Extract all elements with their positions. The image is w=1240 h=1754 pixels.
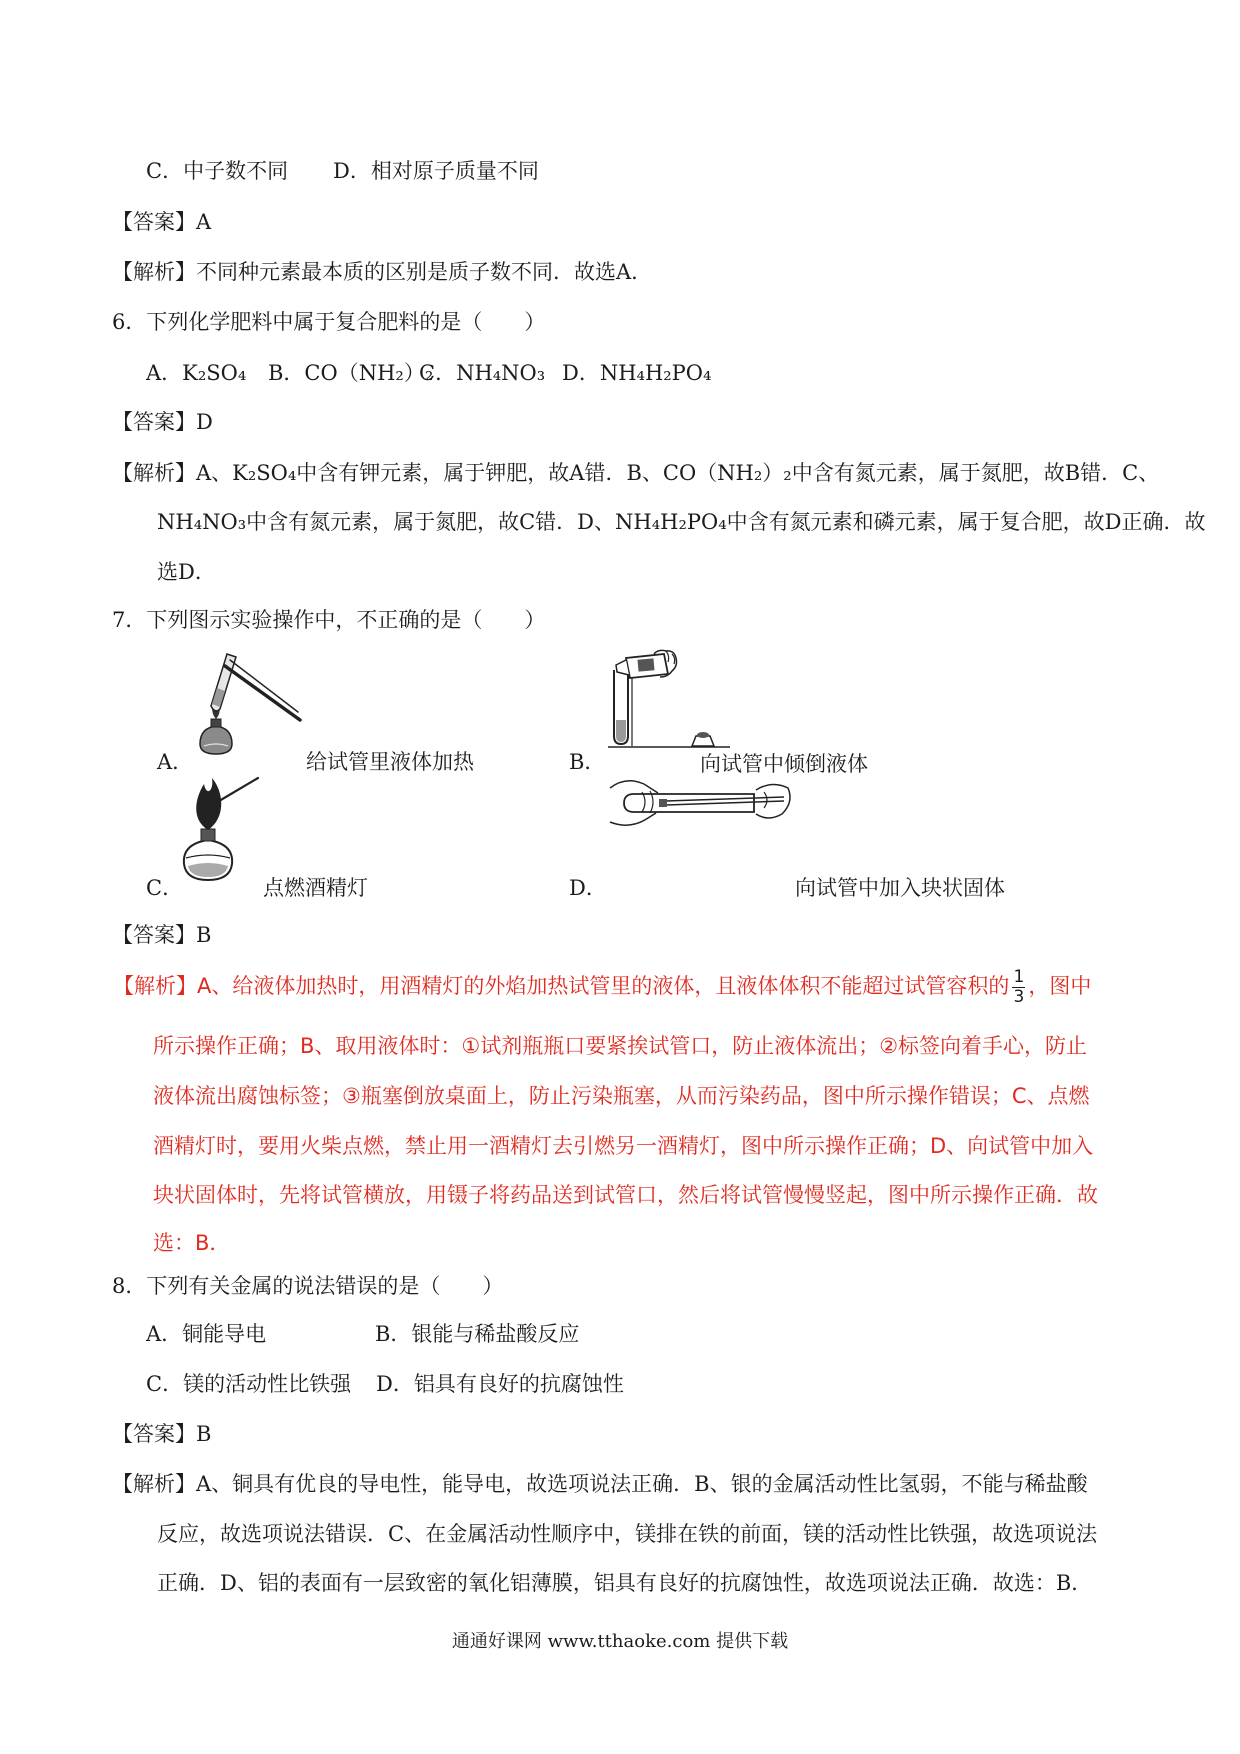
q7-analysis-line: 酒精灯时，要用火柴点燃，禁止用一酒精灯去引燃另一酒精灯，图中所示操作正确；D、向试管中加入 xyxy=(153,1134,1094,1158)
q6-analysis-line: 【解析】A、K₂SO₄中含有钾元素，属于钾肥，故A错．B、CO（NH₂）₂中含有氮元素，属于氮肥，故B错．C、 xyxy=(112,461,1160,485)
q6-analysis-line: NH₄NO₃中含有氮元素，属于氮肥，故C错．D、NH₄H₂PO₄中含有氮元素和磷元素，属于复合肥，故D正确．故 xyxy=(157,510,1206,534)
q8-option-a: A．铜能导电 xyxy=(146,1322,267,1346)
solid-block xyxy=(659,799,667,807)
q8-analysis-line: 【解析】A、铜具有优良的导电性，能导电，故选项说法正确．B、银的金属活动性比氢弱，不能与稀盐酸 xyxy=(112,1472,1088,1496)
q5-option-c: C．中子数不同 xyxy=(146,159,289,183)
q7-analysis-line: 块状固体时，先将试管横放，用镊子将药品送到试管口，然后将试管慢慢竖起，图中所示操作正确．故 xyxy=(153,1183,1098,1207)
test-tube-holder xyxy=(225,660,300,720)
q8-stem: 8．下列有关金属的说法错误的是（ ） xyxy=(112,1274,504,1298)
q6-option-b: B．CO（NH₂）₂ xyxy=(268,361,434,385)
q6-option-d: D．NH₄H₂PO₄ xyxy=(562,361,712,385)
q7-option-c-caption: 点燃酒精灯 xyxy=(263,876,368,900)
flame xyxy=(196,778,221,830)
q8-option-d: D．铝具有良好的抗腐蚀性 xyxy=(376,1372,624,1396)
q8-option-b: B．银能与稀盐酸反应 xyxy=(375,1322,580,1346)
adding-solid-with-tweezers-icon xyxy=(604,776,794,834)
test-tube-heating-icon xyxy=(192,648,304,758)
q7-option-d-letter: D． xyxy=(569,876,607,900)
q6-analysis-line: 选D． xyxy=(157,560,216,584)
q7-analysis-line: 选：B． xyxy=(153,1231,231,1255)
pouring-liquid-icon xyxy=(608,650,730,750)
q6-answer: 【答案】D xyxy=(112,410,213,434)
q7-analysis-first-line xyxy=(113,966,1091,1006)
alcohol-lamp xyxy=(184,829,232,880)
q7-analysis-text: ，图中 xyxy=(1028,974,1092,998)
q7-option-c-letter: C． xyxy=(146,876,184,900)
q7-option-a-caption: 给试管里液体加热 xyxy=(306,750,474,774)
q6-stem: 6．下列化学肥料中属于复合肥料的是（ ） xyxy=(112,310,546,334)
q5-analysis: 【解析】不同种元素最本质的区别是质子数不同．故选A． xyxy=(112,260,653,284)
q7-option-b-caption: 向试管中倾倒液体 xyxy=(700,752,868,776)
q8-answer: 【答案】B xyxy=(112,1422,212,1446)
match xyxy=(214,778,258,804)
lighting-alcohol-lamp-icon xyxy=(176,774,262,886)
fraction-denominator: 3 xyxy=(1013,986,1025,1007)
q7-analysis-line: 液体流出腐蚀标签；③瓶塞倒放桌面上，防止污染瓶塞，从而污染药品，图中所示操作错误；C、点燃 xyxy=(153,1084,1090,1108)
q6-option-c: C．NH₄NO₃ xyxy=(419,361,546,385)
q7-stem: 7．下列图示实验操作中，不正确的是（ ） xyxy=(112,608,546,632)
q7-answer: 【答案】B xyxy=(112,923,212,947)
q8-analysis-line: 正确．D、铝的表面有一层致密的氧化铝薄膜，铝具有良好的抗腐蚀性，故选项说法正确．故选：B． xyxy=(157,1571,1093,1595)
bottle-stopper xyxy=(692,732,714,746)
q5-option-d: D．相对原子质量不同 xyxy=(333,159,539,183)
q7-option-d-caption: 向试管中加入块状固体 xyxy=(795,876,1005,900)
q7-analysis-text: 【解析】A、给液体加热时，用酒精灯的外焰加热试管里的液体，且液体体积不能超过试管容积的 xyxy=(113,974,1010,998)
q7-analysis-line: 所示操作正确；B、取用液体时：①试剂瓶瓶口要紧挨试管口，防止液体流出；②标签向着手心，防止 xyxy=(153,1034,1088,1058)
test-tube xyxy=(614,670,632,746)
q8-option-c: C．镁的活动性比铁强 xyxy=(146,1372,352,1396)
fraction-one-third xyxy=(1012,966,1025,1007)
reagent-bottle xyxy=(616,654,668,678)
q6-option-a: A．K₂SO₄ xyxy=(146,361,247,385)
q7-option-a-letter: A． xyxy=(157,750,194,774)
q8-analysis-line: 反应，故选项说法错误．C、在金属活动性顺序中，镁排在铁的前面，镁的活动性比铁强，故选项说法 xyxy=(157,1522,1098,1546)
q5-answer: 【答案】A xyxy=(112,210,212,234)
q7-option-b-letter: B． xyxy=(569,750,606,774)
fraction-numerator: 1 xyxy=(1013,966,1025,987)
page-footer: 通通好课网 www.tthaoke.com 提供下载 xyxy=(451,1631,789,1652)
